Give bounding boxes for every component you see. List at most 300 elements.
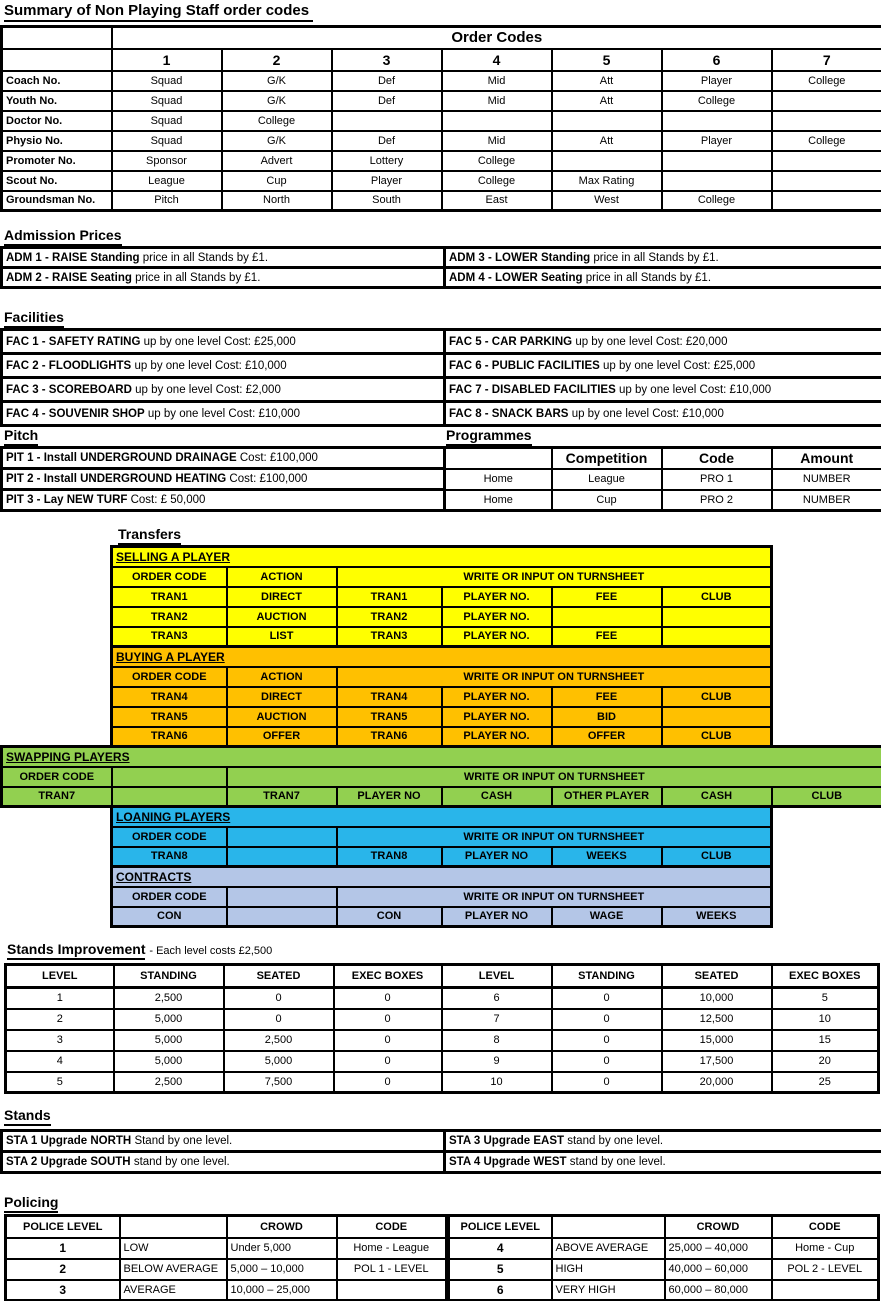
cell (2, 354, 445, 378)
cell (445, 1152, 881, 1173)
span-cell: WRITE OR INPUT ON TURNSHEET (337, 667, 772, 687)
table-row (112, 827, 772, 847)
cell: TRAN1 (112, 587, 227, 607)
cell (772, 191, 881, 211)
heading-text: Policing (4, 1194, 58, 1213)
header-cell: STANDING (552, 965, 662, 988)
admission-table (0, 246, 881, 289)
table-row (2, 402, 881, 426)
cell: PLAYER NO. (442, 627, 552, 647)
cell: PRO 2 (662, 490, 772, 511)
code-label: STA 2 Upgrade SOUTH (6, 1156, 131, 1168)
empty-cell (2, 49, 112, 71)
cell: 7,500 (224, 1072, 334, 1093)
span-cell: WRITE OR INPUT ON TURNSHEET (337, 887, 772, 907)
table-row (112, 567, 772, 587)
cell (772, 111, 881, 131)
cell: 0 (334, 1051, 442, 1072)
cell: Mid (442, 71, 552, 91)
cell: 2 (6, 1009, 114, 1030)
cell: 20 (772, 1051, 879, 1072)
cell: 20,000 (662, 1072, 772, 1093)
header-cell: CROWD (665, 1216, 772, 1238)
header-cell: SEATED (224, 965, 334, 988)
table-row (2, 171, 881, 191)
cell (2, 330, 445, 354)
header-cell: Amount (772, 448, 881, 469)
description: stand by one level. (569, 1156, 666, 1168)
cell (227, 847, 337, 867)
row-label: Promoter No. (2, 151, 112, 171)
cell: League (552, 469, 662, 490)
cell: Cup (222, 171, 332, 191)
table-row (449, 1238, 879, 1259)
description: stand by one level. (133, 1156, 230, 1168)
cell (227, 907, 337, 927)
header-cell: CROWD (227, 1216, 337, 1238)
cell: WAGE (552, 907, 662, 927)
cell: PLAYER NO (442, 847, 552, 867)
section-heading-stands-improvement (7, 941, 272, 960)
cell: Max Rating (552, 171, 662, 191)
cell: TRAN3 (337, 627, 442, 647)
table-row (2, 151, 881, 171)
code-label: FAC 7 - DISABLED FACILITIES (449, 383, 616, 396)
cell: Under 5,000 (227, 1238, 337, 1259)
description: up by one level Cost: £10,000 (147, 407, 301, 420)
table-row (445, 490, 881, 511)
table-row (112, 687, 772, 707)
cell: 17,500 (662, 1051, 772, 1072)
cell: 2,500 (114, 988, 224, 1009)
cell: 4 (6, 1051, 114, 1072)
cell: TRAN5 (112, 707, 227, 727)
row-label: Doctor No. (2, 111, 112, 131)
cell: League (112, 171, 222, 191)
cell (2, 490, 445, 511)
description: price in all Stands by £1. (142, 251, 269, 264)
cell: 10 (772, 1009, 879, 1030)
table-row (445, 448, 881, 469)
table-row (2, 268, 881, 288)
cell: Def (332, 131, 442, 151)
section-heading-facilities (4, 309, 64, 328)
table-row (449, 1280, 879, 1301)
code-label: FAC 4 - SOUVENIR SHOP (6, 407, 145, 420)
section-heading-policing (4, 1194, 58, 1213)
banner-text: BUYING A PLAYER (116, 649, 225, 664)
cell: Player (662, 131, 772, 151)
cell (2, 469, 445, 490)
cell: 1 (6, 1238, 120, 1259)
table-row (6, 1009, 879, 1030)
header-cell: Order Codes (112, 27, 881, 49)
heading-text: Stands (4, 1107, 51, 1126)
row-label: Youth No. (2, 91, 112, 111)
banner-text: SWAPPING PLAYERS (6, 749, 130, 764)
cell: ABOVE AVERAGE (552, 1238, 665, 1259)
table-row (112, 907, 772, 927)
cell: College (772, 131, 881, 151)
cell: 3 (6, 1280, 120, 1301)
cell: 0 (552, 1051, 662, 1072)
cell: Home (445, 469, 552, 490)
cell: CASH (662, 787, 772, 807)
cell: 0 (552, 1072, 662, 1093)
header-cell: EXEC BOXES (334, 965, 442, 988)
row-label: Coach No. (2, 71, 112, 91)
cell: PLAYER NO (337, 787, 442, 807)
header-cell: ORDER CODE (112, 667, 227, 687)
cell: PLAYER NO. (442, 587, 552, 607)
cell: FEE (552, 687, 662, 707)
cell: CLUB (662, 687, 772, 707)
cell: West (552, 191, 662, 211)
empty-cell (227, 827, 337, 847)
cell: 25,000 – 40,000 (665, 1238, 772, 1259)
cell: WEEKS (662, 907, 772, 927)
cell (2, 1152, 445, 1173)
cell: 0 (552, 1009, 662, 1030)
cell: 6 (449, 1280, 552, 1301)
table-row (2, 787, 881, 807)
empty-cell (227, 887, 337, 907)
cell: PLAYER NO. (442, 727, 552, 747)
code-label: PIT 1 - Install UNDERGROUND DRAINAGE (6, 452, 237, 464)
policing-table-left (4, 1214, 448, 1301)
banner-cell (2, 747, 881, 767)
banner-cell (112, 547, 772, 567)
heading-text: Transfers (118, 526, 181, 545)
description: up by one level Cost: £10,000 (134, 359, 287, 372)
heading-text: Pitch (4, 427, 38, 446)
header-cell: 5 (552, 49, 662, 71)
cell: HIGH (552, 1259, 665, 1280)
header-cell: POLICE LEVEL (6, 1216, 120, 1238)
header-cell: Competition (552, 448, 662, 469)
header-cell: STANDING (114, 965, 224, 988)
cell: Squad (112, 71, 222, 91)
header-cell: ORDER CODE (112, 567, 227, 587)
cell: Lottery (332, 151, 442, 171)
code-label: STA 4 Upgrade WEST (449, 1156, 567, 1168)
cell: TRAN6 (112, 727, 227, 747)
cell: 6 (442, 988, 552, 1009)
cell: CASH (442, 787, 552, 807)
section-heading-admission (4, 227, 122, 246)
header-cell: SEATED (662, 965, 772, 988)
cell: North (222, 191, 332, 211)
cell: OFFER (552, 727, 662, 747)
pitch-table (0, 446, 446, 512)
cell: PLAYER NO (442, 907, 552, 927)
code-label: STA 3 Upgrade EAST (449, 1135, 565, 1147)
code-label: ADM 3 - LOWER Standing (449, 251, 591, 264)
row-label: Physio No. (2, 131, 112, 151)
table-row (2, 91, 881, 111)
table-row (6, 965, 879, 988)
cell (337, 1280, 447, 1301)
table-row (2, 330, 881, 354)
description: up by one level Cost: £20,000 (575, 335, 728, 348)
facilities-table (0, 328, 881, 427)
cell: 0 (334, 1072, 442, 1093)
banner-text: CONTRACTS (116, 869, 192, 884)
cell: OTHER PLAYER (552, 787, 662, 807)
table-row (445, 469, 881, 490)
cell (2, 378, 445, 402)
cell: 5,000 (114, 1051, 224, 1072)
contracts-table (110, 865, 773, 928)
cell: Def (332, 91, 442, 111)
banner-text: LOANING PLAYERS (116, 809, 231, 824)
cell: Pitch (112, 191, 222, 211)
cell: 1 (6, 988, 114, 1009)
cell (112, 787, 227, 807)
empty-cell (445, 448, 552, 469)
code-label: FAC 5 - CAR PARKING (449, 335, 573, 348)
cell (662, 151, 772, 171)
stands-table (0, 1129, 881, 1174)
heading-suffix: - Each level costs £2,500 (149, 945, 273, 957)
cell: Att (552, 71, 662, 91)
cell: 0 (334, 988, 442, 1009)
banner-cell (112, 647, 772, 667)
cell: TRAN7 (2, 787, 112, 807)
header-cell: ORDER CODE (112, 827, 227, 847)
cell: DIRECT (227, 587, 337, 607)
table-row (6, 1216, 447, 1238)
cell: 5,000 – 10,000 (227, 1259, 337, 1280)
table-row (2, 248, 881, 268)
header-cell: LEVEL (6, 965, 114, 988)
cell: Home - Cup (772, 1238, 879, 1259)
header-cell: ORDER CODE (112, 887, 227, 907)
table-row (449, 1216, 879, 1238)
section-heading-pitch (4, 427, 38, 446)
cell: POL 2 - LEVEL (772, 1259, 879, 1280)
cell: CLUB (772, 787, 881, 807)
empty-cell (2, 27, 112, 49)
cell: 7 (442, 1009, 552, 1030)
table-row (112, 807, 772, 827)
header-cell: ACTION (227, 567, 337, 587)
cell (445, 330, 881, 354)
description: up by one level Cost: £10,000 (618, 383, 772, 396)
table-row (112, 607, 772, 627)
stands-improvement-table (4, 963, 880, 1094)
code-label: FAC 2 - FLOODLIGHTS (6, 359, 132, 372)
cell (445, 354, 881, 378)
cell: 0 (334, 1009, 442, 1030)
cell: Home (445, 490, 552, 511)
cell: TRAN2 (337, 607, 442, 627)
cell: 15,000 (662, 1030, 772, 1051)
cell: TRAN7 (227, 787, 337, 807)
programmes-table (443, 446, 881, 512)
table-row (112, 707, 772, 727)
banner-text: SELLING A PLAYER (116, 549, 231, 564)
cell: College (222, 111, 332, 131)
cell (2, 1131, 445, 1152)
heading-text: Stands Improvement (7, 941, 145, 960)
code-label: FAC 8 - SNACK BARS (449, 407, 569, 420)
table-row (112, 587, 772, 607)
code-label: PIT 3 - Lay NEW TURF (6, 494, 128, 506)
cell: POL 1 - LEVEL (337, 1259, 447, 1280)
cell: PLAYER NO. (442, 707, 552, 727)
cell: Def (332, 71, 442, 91)
cell (2, 248, 445, 268)
table-row (112, 867, 772, 887)
loaning-table (110, 805, 773, 868)
table-row (112, 547, 772, 567)
table-row (2, 71, 881, 91)
cell (552, 607, 662, 627)
table-row (112, 667, 772, 687)
table-row (2, 378, 881, 402)
table-row (2, 767, 881, 787)
cell: 0 (552, 988, 662, 1009)
table-row (2, 490, 445, 511)
cell (772, 151, 881, 171)
table-row (2, 1131, 881, 1152)
table-row (112, 727, 772, 747)
span-cell: WRITE OR INPUT ON TURNSHEET (227, 767, 881, 787)
cell (445, 402, 881, 426)
cell (772, 91, 881, 111)
table-row (2, 111, 881, 131)
header-cell: 3 (332, 49, 442, 71)
cell: 10,000 (662, 988, 772, 1009)
code-label: FAC 1 - SAFETY RATING (6, 335, 141, 348)
cell: Home - League (337, 1238, 447, 1259)
cell: 12,500 (662, 1009, 772, 1030)
cell: Squad (112, 131, 222, 151)
cell: OFFER (227, 727, 337, 747)
cell: CLUB (662, 727, 772, 747)
description: Cost: £ 50,000 (130, 494, 206, 506)
selling-table (110, 545, 773, 648)
table-row (2, 448, 445, 469)
code-label: STA 1 Upgrade NORTH (6, 1135, 132, 1147)
cell (445, 1131, 881, 1152)
cell: 5 (6, 1072, 114, 1093)
table-row (2, 27, 881, 49)
description: Cost: £100,000 (229, 473, 308, 485)
cell: Mid (442, 131, 552, 151)
table-row (2, 131, 881, 151)
table-row (112, 887, 772, 907)
cell: Mid (442, 91, 552, 111)
cell: College (662, 91, 772, 111)
cell: 2 (6, 1259, 120, 1280)
table-row (2, 191, 881, 211)
table-row (2, 747, 881, 767)
table-row (112, 627, 772, 647)
cell (445, 248, 881, 268)
cell (552, 111, 662, 131)
code-label: PIT 2 - Install UNDERGROUND HEATING (6, 473, 227, 485)
cell (332, 111, 442, 131)
cell: 10,000 – 25,000 (227, 1280, 337, 1301)
cell: College (442, 151, 552, 171)
section-heading-programmes (446, 427, 532, 446)
heading-text: Facilities (4, 309, 64, 328)
description: up by one level Cost: £25,000 (603, 359, 756, 372)
cell: Cup (552, 490, 662, 511)
table-row (2, 49, 881, 71)
cell: CLUB (662, 847, 772, 867)
cell (2, 448, 445, 469)
description: Cost: £100,000 (239, 452, 318, 464)
cell: LIST (227, 627, 337, 647)
cell: LOW (120, 1238, 227, 1259)
header-cell: 6 (662, 49, 772, 71)
page-title: Summary of Non Playing Staff order codes (4, 2, 313, 22)
cell (445, 268, 881, 288)
cell: Squad (112, 111, 222, 131)
table-row (6, 1280, 447, 1301)
cell: 25 (772, 1072, 879, 1093)
cell (662, 111, 772, 131)
cell (662, 607, 772, 627)
cell: 60,000 – 80,000 (665, 1280, 772, 1301)
cell: College (772, 71, 881, 91)
table-row (449, 1259, 879, 1280)
cell: TRAN2 (112, 607, 227, 627)
cell: 40,000 – 60,000 (665, 1259, 772, 1280)
cell: Player (662, 71, 772, 91)
cell: Squad (112, 91, 222, 111)
description: up by one level Cost: £2,000 (135, 383, 281, 396)
header-cell: CODE (337, 1216, 447, 1238)
cell (442, 111, 552, 131)
cell: TRAN4 (112, 687, 227, 707)
cell: 5,000 (114, 1009, 224, 1030)
cell: PLAYER NO. (442, 607, 552, 627)
cell: AVERAGE (120, 1280, 227, 1301)
table-row (6, 1238, 447, 1259)
cell: G/K (222, 131, 332, 151)
cell: East (442, 191, 552, 211)
cell (2, 402, 445, 426)
cell: 5,000 (224, 1051, 334, 1072)
table-row (2, 1152, 881, 1173)
cell: AUCTION (227, 607, 337, 627)
cell: CON (337, 907, 442, 927)
description: up by one level Cost: £25,000 (143, 335, 296, 348)
cell: 0 (224, 1009, 334, 1030)
cell (772, 1280, 879, 1301)
cell: 5 (772, 988, 879, 1009)
cell: TRAN3 (112, 627, 227, 647)
table-row (6, 1030, 879, 1051)
cell: Advert (222, 151, 332, 171)
description: price in all Stands by £1. (585, 271, 712, 284)
code-label: ADM 1 - RAISE Standing (6, 251, 140, 264)
cell: BELOW AVERAGE (120, 1259, 227, 1280)
table-row (112, 647, 772, 667)
cell: Att (552, 91, 662, 111)
span-cell: WRITE OR INPUT ON TURNSHEET (337, 827, 772, 847)
table-row (6, 1259, 447, 1280)
code-label: FAC 6 - PUBLIC FACILITIES (449, 359, 600, 372)
cell (445, 378, 881, 402)
header-cell: 7 (772, 49, 881, 71)
empty-cell (112, 767, 227, 787)
header-cell: ACTION (227, 667, 337, 687)
